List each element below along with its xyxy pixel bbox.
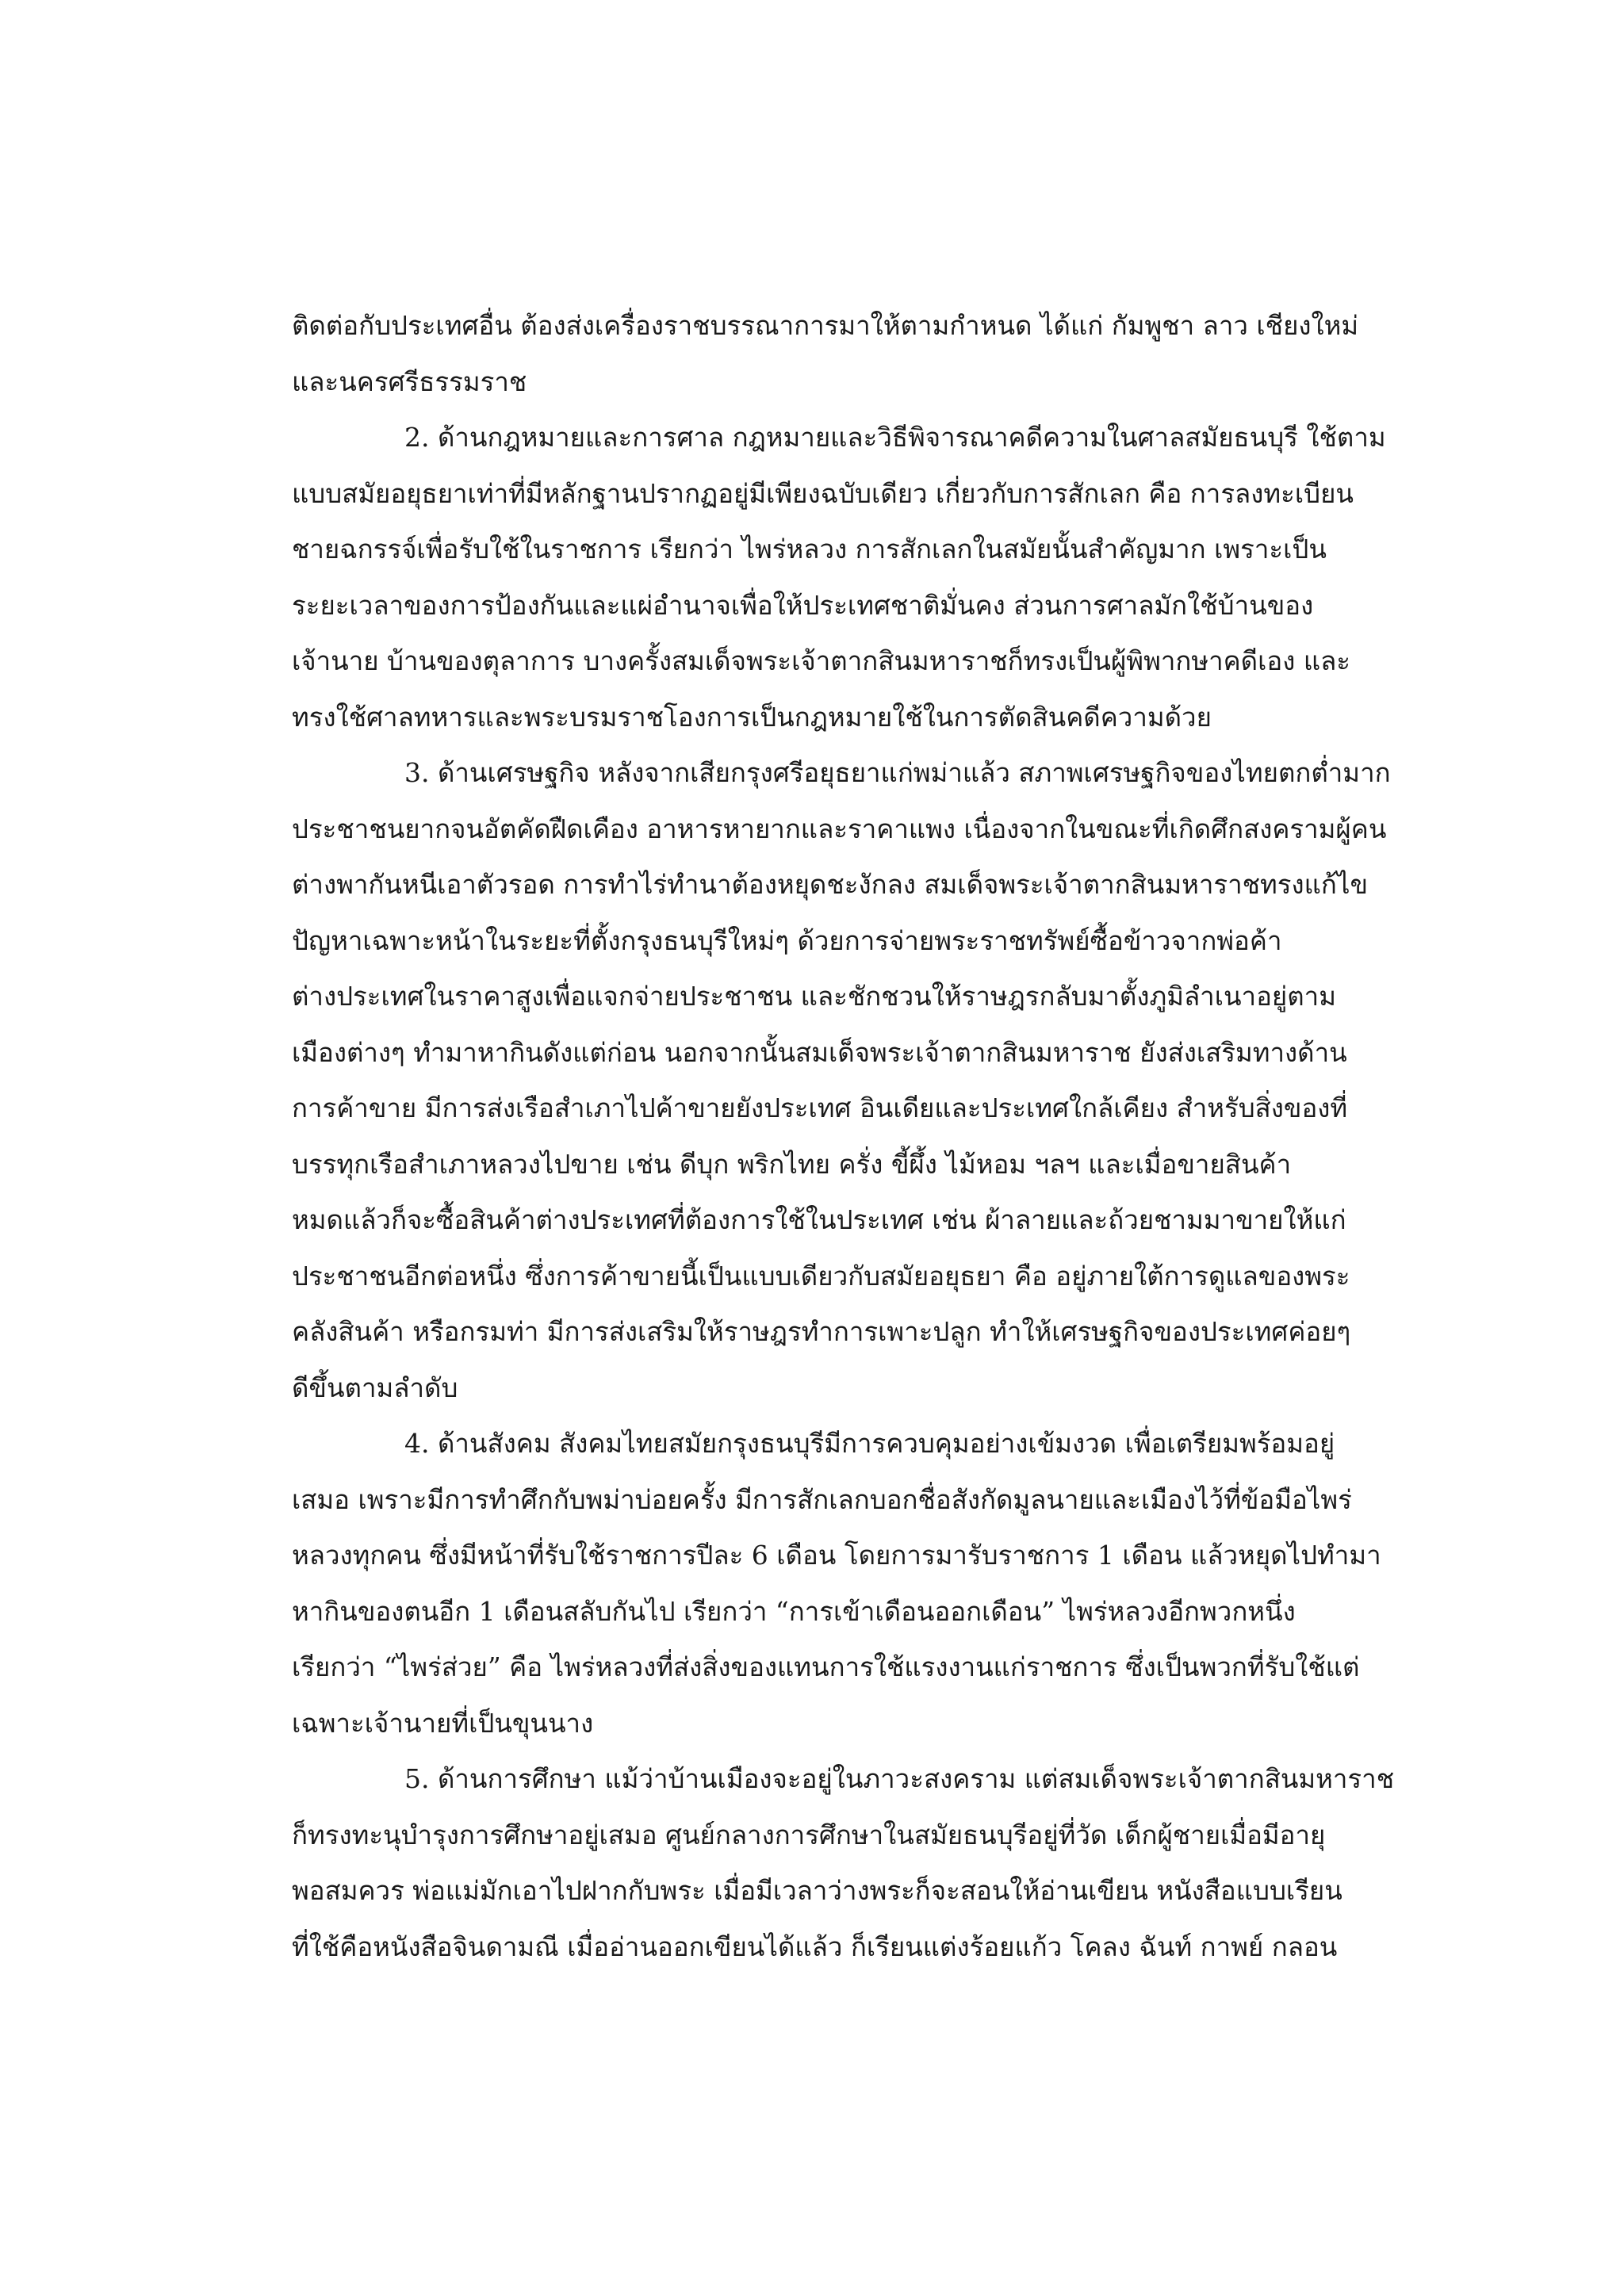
document-body-text bbox=[292, 298, 1426, 1975]
text-line: บรรทุกเรือสำเภาหลวงไปขาย เช่น ดีบุก พริกไทย ครั่ง ขี้ผึ้ง ไม้หอม ฯลฯ และเมื่อขายสินค้า bbox=[292, 1148, 1292, 1180]
text-line: ติดต่อกับประเทศอื่น ต้องส่งเครื่องราชบรรณาการมาให้ตามกำหนด ได้แก่ กัมพูชา ลาว เชียงใหม่ bbox=[292, 310, 1359, 341]
text-line: ปัญหาเฉพาะหน้าในระยะที่ตั้งกรุงธนบุรีใหม่ๆ ด้วยการจ่ายพระราชทรัพย์ซื้อข้าวจากพ่อค้า bbox=[292, 924, 1282, 956]
text-line: แบบสมัยอยุธยาเท่าที่มีหลักฐานปรากฏอยู่มีเพียงฉบับเดียว เกี่ยวกับการสักเลก คือ การลงทะเบียน bbox=[292, 477, 1354, 509]
text-line: ที่ใช้คือหนังสือจินดามณี เมื่ออ่านออกเขียนได้แล้ว ก็เรียนแต่งร้อยแก้ว โคลง ฉันท์ กาพย์ กลอน bbox=[292, 1931, 1338, 1962]
text-line: 3. ด้านเศรษฐกิจ หลังจากเสียกรุงศรีอยุธยาแก่พม่าแล้ว สภาพเศรษฐกิจของไทยตกต่ำมาก bbox=[404, 757, 1391, 788]
text-line: หลวงทุกคน ซึ่งมีหน้าที่รับใช้ราชการปีละ 6 เดือน โดยการมารับราชการ 1 เดือน แล้วหยุดไปทำมา bbox=[292, 1540, 1381, 1571]
text-line: เจ้านาย บ้านของตุลาการ บางครั้งสมเด็จพระเจ้าตากสินมหาราชก็ทรงเป็นผู้พิพากษาคดีเอง และ bbox=[292, 645, 1351, 676]
text-line: ทรงใช้ศาลทหารและพระบรมราชโองการเป็นกฎหมายใช้ในการตัดสินคดีความด้วย bbox=[292, 701, 1212, 733]
text-line: พอสมควร พ่อแม่มักเอาไปฝากกับพระ เมื่อมีเวลาว่างพระก็จะสอนให้อ่านเขียน หนังสือแบบเรียน bbox=[292, 1875, 1342, 1906]
text-line: ต่างประเทศในราคาสูงเพื่อแจกจ่ายประชาชน และชักชวนให้ราษฎรกลับมาตั้งภูมิลำเนาอยู่ตาม bbox=[292, 981, 1336, 1012]
text-line: 5. ด้านการศึกษา แม้ว่าบ้านเมืองจะอยู่ในภาวะสงคราม แต่สมเด็จพระเจ้าตากสินมหาราช bbox=[404, 1763, 1395, 1794]
text-line: ดีขึ้นตามลำดับ bbox=[292, 1372, 458, 1403]
text-line: เรียกว่า “ไพร่ส่วย” คือ ไพร่หลวงที่ส่งสิ่งของแทนการใช้แรงงานแก่ราชการ ซึ่งเป็นพวกที่รับใช้แต่ bbox=[292, 1651, 1360, 1682]
text-line: ประชาชนอีกต่อหนึ่ง ซึ่งการค้าขายนี้เป็นแบบเดียวกับสมัยอยุธยา คือ อยู่ภายใต้การดูแลของพระ bbox=[292, 1260, 1350, 1292]
text-line: เมืองต่างๆ ทำมาหากินดังแต่ก่อน นอกจากนั้นสมเด็จพระเจ้าตากสินมหาราช ยังส่งเสริมทางด้าน bbox=[292, 1036, 1347, 1068]
text-line: ประชาชนยากจนอัตคัดฝืดเคือง อาหารหายากและราคาแพง เนื่องจากในขณะที่เกิดศึกสงครามผู้คน bbox=[292, 813, 1387, 844]
text-line: ระยะเวลาของการป้องกันและแผ่อำนาจเพื่อให้ประเทศชาติมั่นคง ส่วนการศาลมักใช้บ้านของ bbox=[292, 589, 1314, 621]
text-line: เฉพาะเจ้านายที่เป็นขุนนาง bbox=[292, 1707, 594, 1739]
text-line: คลังสินค้า หรือกรมท่า มีการส่งเสริมให้ราษฎรทำการเพาะปลูก ทำให้เศรษฐกิจของประเทศค่อยๆ bbox=[292, 1316, 1351, 1347]
text-line: เสมอ เพราะมีการทำศึกกับพม่าบ่อยครั้ง มีการสักเลกบอกชื่อสังกัดมูลนายและเมืองไว้ที่ข้อมือไพร่ bbox=[292, 1483, 1352, 1515]
text-line: 4. ด้านสังคม สังคมไทยสมัยกรุงธนบุรีมีการควบคุมอย่างเข้มงวด เพื่อเตรียมพร้อมอยู่ bbox=[404, 1428, 1335, 1459]
text-line: ชายฉกรรจ์เพื่อรับใช้ในราชการ เรียกว่า ไพร่หลวง การสักเลกในสมัยนั้นสำคัญมาก เพราะเป็น bbox=[292, 534, 1327, 564]
text-line: 2. ด้านกฎหมายและการศาล กฎหมายและวิธีพิจารณาคดีความในศาลสมัยธนบุรี ใช้ตาม bbox=[404, 422, 1386, 453]
text-line: ก็ทรงทะนุบำรุงการศึกษาอยู่เสมอ ศูนย์กลางการศึกษาในสมัยธนบุรีอยู่ที่วัด เด็กผู้ชายเมื่อมีอายุ bbox=[292, 1819, 1326, 1850]
text-line: และนครศรีธรรมราช bbox=[292, 365, 527, 397]
text-line: ต่างพากันหนีเอาตัวรอด การทำไร่ทำนาต้องหยุดชะงักลง สมเด็จพระเจ้าตากสินมหาราชทรงแก้ไข bbox=[292, 869, 1369, 900]
text-line: หมดแล้วก็จะซื้อสินค้าต่างประเทศที่ต้องการใช้ในประเทศ เช่น ผ้าลายและถ้วยชามมาขายให้แก่ bbox=[292, 1204, 1346, 1235]
text-line: การค้าขาย มีการส่งเรือสำเภาไปค้าขายยังประเทศ อินเดียและประเทศใกล้เคียง สำหรับสิ่งของที่ bbox=[292, 1093, 1348, 1123]
text-line: หากินของตนอีก 1 เดือนสลับกันไป เรียกว่า “การเข้าเดือนออกเดือน” ไพร่หลวงอีกพวกหนึ่ง bbox=[292, 1595, 1296, 1627]
